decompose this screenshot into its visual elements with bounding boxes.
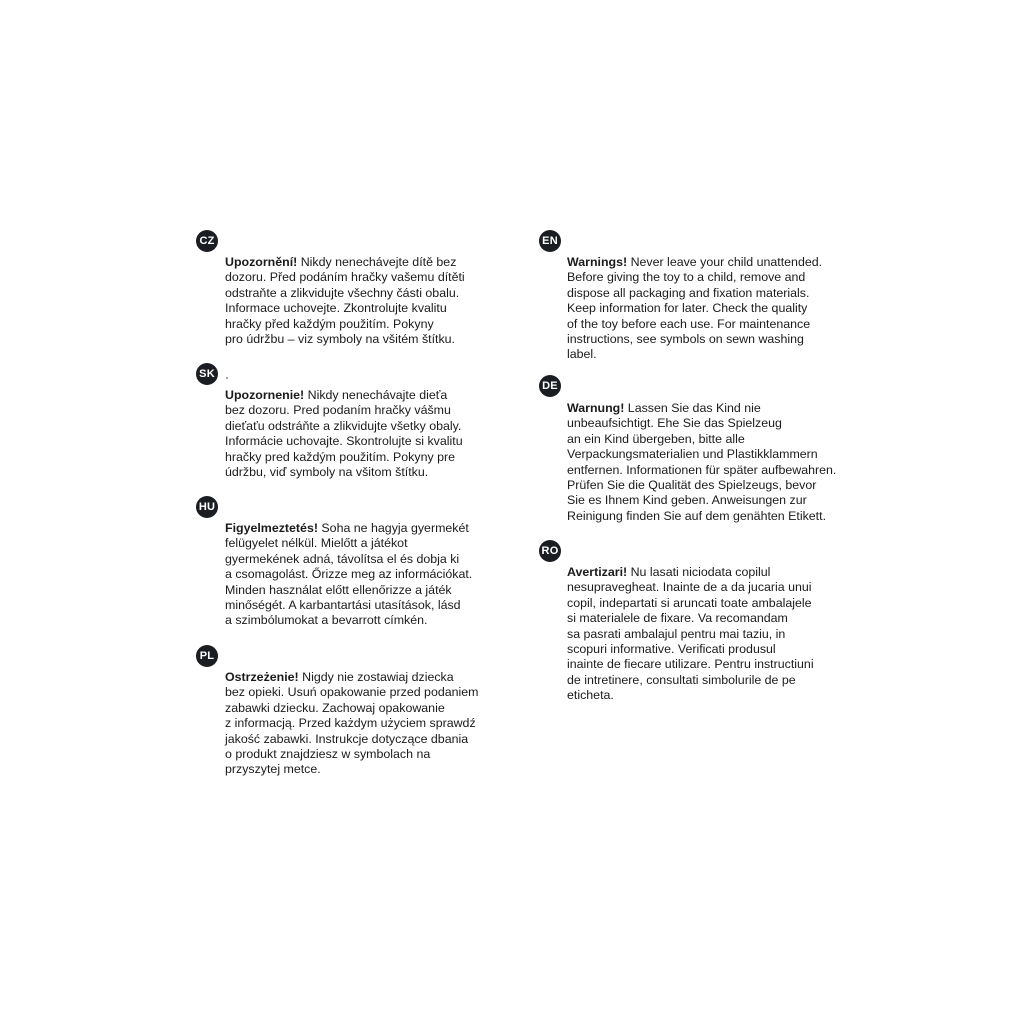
warning-line: of the toy before each use. For maintenance — [567, 316, 811, 331]
warning-heading-ro: Avertizari! — [567, 565, 628, 579]
warning-line: inainte de fiecare utilizare. Pentru instructiuni — [567, 657, 814, 672]
warning-line: a csomagolást. Őrizze meg az információkat. — [225, 567, 473, 582]
warning-heading-cz: Upozornění! — [225, 255, 298, 269]
warning-line: Informácie uchovajte. Skontrolujte si kvalitu — [225, 434, 463, 449]
warning-line: Reinigung finden Sie auf dem genähten Etikett. — [567, 508, 827, 523]
warning-line: de intretinere, consultati simbolurile de pe — [567, 672, 796, 687]
warning-line: hračky před každým použitím. Pokyny — [225, 316, 434, 331]
warning-heading-pl: Ostrzeżenie! — [225, 670, 299, 684]
warning-line: Sie es Ihnem Kind geben. Anweisungen zur — [567, 493, 807, 508]
warning-line: copil, indepartati si aruncati toate ambalajele — [567, 595, 812, 610]
warning-line: Figyelmeztetés! Soha ne hagyja gyermekét — [225, 521, 469, 535]
warning-line: dispose all packaging and fixation materials. — [567, 285, 810, 300]
warning-line: a szimbólumokat a bevarrott címkén. — [225, 613, 428, 628]
warning-line: údržbu, viď symboly na všitom štítku. — [225, 465, 429, 480]
warning-line: Warnings! Never leave your child unattended. — [567, 255, 823, 269]
warning-line: przyszytej metce. — [225, 762, 321, 777]
warning-line: Verpackungsmaterialien und Plastikklammern — [567, 447, 818, 462]
warning-text-de — [567, 401, 836, 524]
warning-line: jakość zabawki. Instrukcje dotyczące dbania — [225, 731, 469, 746]
language-badge-cz: CZ — [196, 230, 218, 252]
warning-text-ro — [567, 565, 814, 704]
warning-line: minőségét. A karbantartási utasítások, lásd — [225, 598, 461, 613]
warning-line: dozoru. Před podáním hračky vašemu dítěti — [225, 270, 465, 285]
warning-heading-en: Warnings! — [567, 255, 628, 269]
warning-line: bez dozoru. Pred podaním hračky vášmu — [225, 403, 451, 418]
warning-line: dieťaťu odstráňte a zlikvidujte všetky obaly. — [225, 418, 462, 433]
language-badge-ro: RO — [539, 540, 561, 562]
warning-heading-sk: Upozornenie! — [225, 388, 305, 402]
language-badge-de: DE — [539, 375, 561, 397]
warning-line: o produkt znajdziesz w symbolach na — [225, 747, 431, 762]
warning-line: Informace uchovejte. Zkontrolujte kvalitu — [225, 301, 447, 316]
language-badge-sk: SK — [196, 363, 218, 385]
warning-line: Upozornění! Nikdy nenechávejte dítě bez — [225, 255, 457, 269]
warning-line: gyermekének adná, távolítsa el és dobja ki — [225, 551, 460, 566]
warning-line: zabawki dziecku. Zachowaj opakowanie — [225, 700, 445, 715]
warning-line: Minden használat előtt ellenőrizze a játék — [225, 582, 452, 597]
warning-text-pl — [225, 670, 478, 778]
warning-line: z informacją. Przed każdym użyciem sprawdź — [225, 716, 476, 731]
warning-line: an ein Kind übergeben, bitte alle — [567, 431, 745, 446]
warning-line: felügyelet nélkül. Mielőtt a játékot — [225, 536, 408, 551]
warning-text-en — [567, 255, 822, 363]
warning-line: nesupravegheat. Inainte de a da jucaria unui — [567, 580, 812, 595]
warning-line: scopuri informative. Verificati produsul — [567, 642, 776, 657]
warning-text-hu — [225, 521, 472, 629]
warning-line: Prüfen Sie die Qualität des Spielzeugs, bevor — [567, 478, 817, 493]
warning-line: Keep information for later. Check the quality — [567, 301, 808, 316]
warning-heading-hu: Figyelmeztetés! — [225, 521, 318, 535]
warning-line: entfernen. Informationen für später aufbewahren. — [567, 462, 837, 477]
language-badge-en: EN — [539, 230, 561, 252]
warning-line: Upozornenie! Nikdy nenechávajte dieťa — [225, 388, 448, 402]
warning-line: odstraňte a zlikvidujte všechny části obalu. — [225, 285, 460, 300]
warning-line: label. — [567, 347, 597, 362]
warning-line: bez opieki. Usuń opakowanie przed podaniem — [225, 685, 479, 700]
warning-line: eticheta. — [567, 688, 614, 703]
warning-text-sk — [225, 388, 463, 480]
warning-text-cz — [225, 255, 465, 347]
stray-mark — [226, 377, 228, 379]
warning-heading-de: Warnung! — [567, 401, 625, 415]
warning-line: Ostrzeżenie! Nigdy nie zostawiaj dziecka — [225, 670, 454, 684]
warning-line: unbeaufsichtigt. Ehe Sie das Spielzeug — [567, 416, 782, 431]
warning-line: instructions, see symbols on sewn washing — [567, 332, 804, 347]
warning-line: sa pasrati ambalajul pentru mai taziu, in — [567, 626, 786, 641]
warning-line: pro údržbu – viz symboly na všitém štítku. — [225, 332, 456, 347]
warning-line: hračky pred každým použitím. Pokyny pre — [225, 449, 456, 464]
language-badge-hu: HU — [196, 496, 218, 518]
language-badge-pl: PL — [196, 645, 218, 667]
warning-line: Warnung! Lassen Sie das Kind nie — [567, 401, 761, 415]
warning-line: Before giving the toy to a child, remove and — [567, 270, 806, 285]
warning-line: Avertizari! Nu lasati niciodata copilul — [567, 565, 771, 579]
warning-line: si materialele de fixare. Va recomandam — [567, 611, 788, 626]
